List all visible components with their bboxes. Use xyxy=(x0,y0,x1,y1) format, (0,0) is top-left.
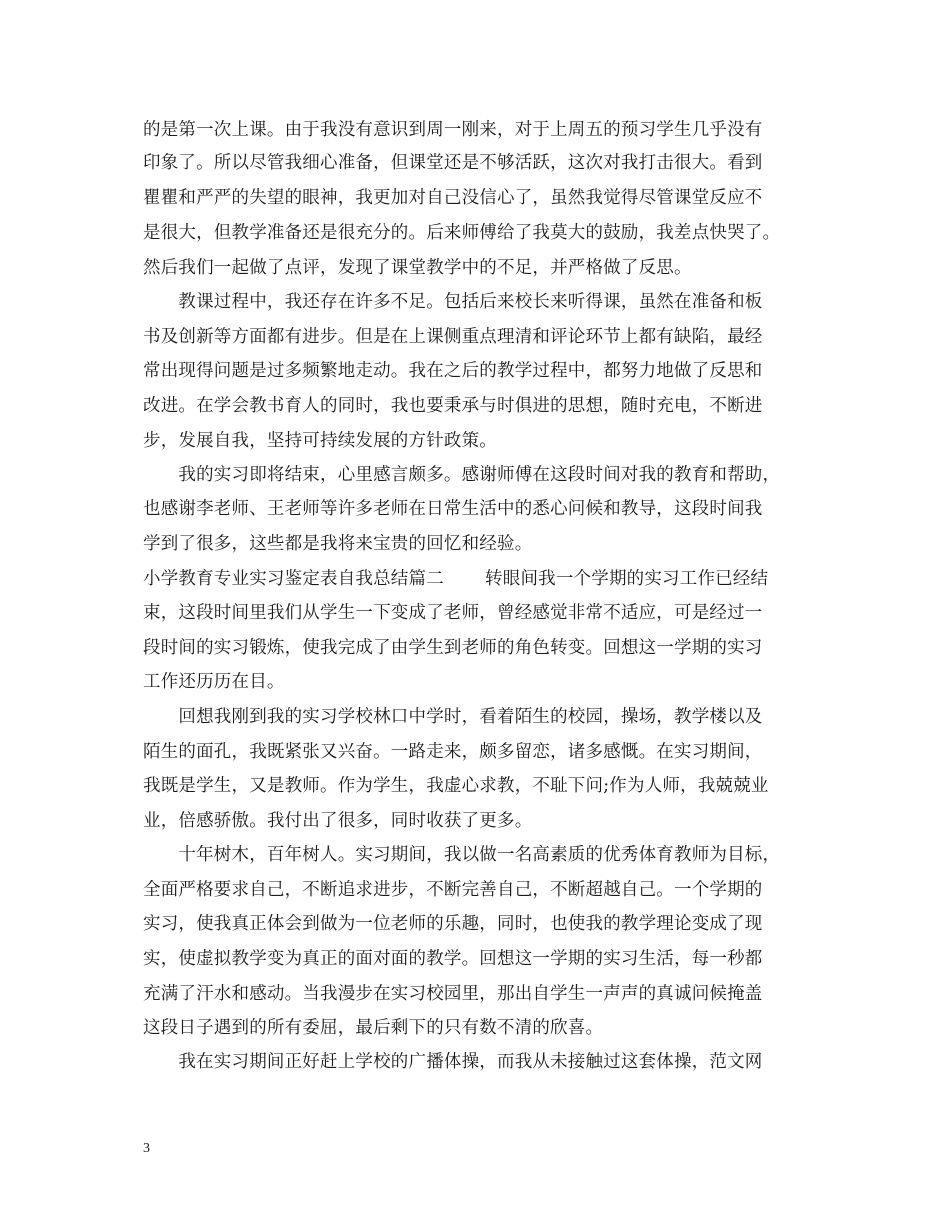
text-line: 全面严格要求自己，不断追求进步，不断完善自己，不断超越自己。一个学期的 xyxy=(143,880,763,900)
text-line: 常出现得问题是过多频繁地走动。我在之后的教学过程中，都努力地做了反思和 xyxy=(143,361,763,381)
text-line: 印象了。所以尽管我细心准备，但课堂还是不够活跃，这次对我打击很大。看到 xyxy=(143,153,763,173)
text-line: 这段日子遇到的所有委屈，最后剩下的只有数不清的欣喜。 xyxy=(143,1018,604,1038)
text-line: 实习，使我真正体会到做为一位老师的乐趣，同时，也使我的教学理论变成了现 xyxy=(143,914,763,934)
text-line: 的是第一次上课。由于我没有意识到周一刚来，对于上周五的预习学生几乎没有 xyxy=(143,120,763,140)
text-line: 改进。在学会教书育人的同时，我也要秉承与时俱进的思想，随时充电，不断进 xyxy=(143,396,763,416)
text-line: 回想我刚到我的实习学校林口中学时，看着陌生的校园，操场，教学楼以及 xyxy=(143,707,763,727)
text-line: 实，使虚拟教学变为真正的面对面的教学。回想这一学期的实习生活，每一秒都 xyxy=(143,949,763,969)
text-line: 束，这段时间里我们从学生一下变成了老师，曾经感觉非常不适应，可是经过一 xyxy=(143,603,763,623)
text-line: 十年树木，百年树人。实习期间，我以做一名高素质的优秀体育教师为目标， xyxy=(143,845,781,865)
page-number: 3 xyxy=(143,1141,150,1156)
text-line: 工作还历历在目。 xyxy=(143,672,285,692)
text-line: 是很大，但教学准备还是很充分的。后来师傅给了我莫大的鼓励，我差点快哭了。 xyxy=(143,223,781,243)
text-line: 教课过程中，我还存在许多不足。包括后来校长来听得课，虽然在准备和板 xyxy=(143,292,763,312)
text-line: 然后我们一起做了点评，发现了课堂教学中的不足，并严格做了反思。 xyxy=(143,258,692,278)
text-line: 我在实习期间正好赶上学校的广播体操，而我从未接触过这套体操，范文网 xyxy=(143,1052,763,1072)
text-line: 业，倍感骄傲。我付出了很多，同时收获了更多。 xyxy=(143,811,533,831)
text-line: 段时间的实习锻炼，使我完成了由学生到老师的角色转变。回想这一学期的实习 xyxy=(143,638,763,658)
text-line: 步，发展自我，坚持可持续发展的方针政策。 xyxy=(143,431,497,451)
text-line: 也感谢李老师、王老师等许多老师在日常生活中的悉心问候和教导，这段时间我 xyxy=(143,499,763,519)
text-line: 瞿瞿和严严的失望的眼神，我更加对自己没信心了，虽然我觉得尽管课堂反应不 xyxy=(143,188,763,208)
text-line: 充满了汗水和感动。当我漫步在实习校园里，那出自学生一声声的真诚问候掩盖 xyxy=(143,984,763,1004)
text-line: 小学教育专业实习鉴定表自我总结篇二 转眼间我一个学期的实习工作已经结 xyxy=(143,569,769,589)
text-line: 书及创新等方面都有进步。但是在上课侧重点理清和评论环节上都有缺陷，最经 xyxy=(143,327,763,347)
text-line: 我既是学生，又是教师。作为学生，我虚心求教，不耻下问;作为人师，我兢兢业 xyxy=(143,776,769,796)
text-line: 陌生的面孔，我既紧张又兴奋。一路走来，颇多留恋，诸多感慨。在实习期间， xyxy=(143,742,763,762)
text-line: 学到了很多，这些都是我将来宝贵的回忆和经验。 xyxy=(143,534,533,554)
text-line: 我的实习即将结束，心里感言颇多。感谢师傅在这段时间对我的教育和帮助， xyxy=(143,465,781,485)
